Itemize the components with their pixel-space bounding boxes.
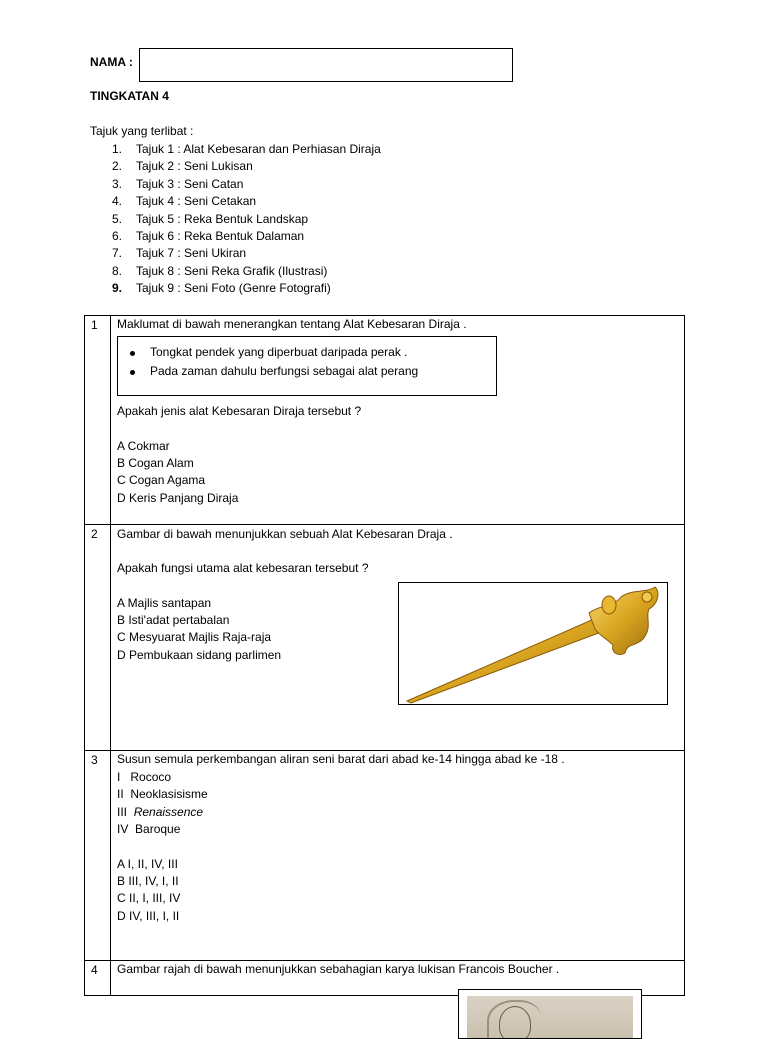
option-c[interactable]: C II, I, III, IV — [117, 891, 181, 905]
question-stem: Maklumat di bawah menerangkan tentang Alat Kebesaran Diraja . — [117, 317, 467, 331]
topics-title: Tajuk yang terlibat : — [90, 124, 194, 138]
list-item: III Renaissence — [117, 805, 204, 819]
question-text: Apakah jenis alat Kebesaran Diraja tersebut ? — [117, 404, 362, 418]
questions-table — [84, 315, 685, 996]
question-stem: Gambar rajah di bawah menunjukkan sebahagian karya lukisan Francois Boucher . — [117, 962, 560, 976]
option-b[interactable]: B Cogan Alam — [117, 456, 194, 470]
question-number: 1 — [85, 316, 111, 525]
form-level: TINGKATAN 4 — [90, 89, 169, 103]
list-item: I Rococo — [117, 770, 172, 784]
option-c[interactable]: C Mesyuarat Majlis Raja-raja — [117, 630, 272, 644]
list-item: 9. Tajuk 9 : Seni Foto (Genre Fotografi) — [112, 281, 331, 296]
info-box — [117, 336, 497, 396]
option-b[interactable]: B III, IV, I, II — [117, 874, 179, 888]
question-1-content — [111, 316, 685, 525]
name-input-box[interactable] — [139, 48, 513, 82]
question-stem: Susun semula perkembangan aliran seni barat dari abad ke-14 hingga abad ke -18 . — [117, 752, 565, 766]
option-c[interactable]: C Cogan Agama — [117, 473, 206, 487]
question-number: 3 — [85, 751, 111, 961]
list-item: 1. Tajuk 1 : Alat Kebesaran dan Perhiasan Diraja — [112, 142, 381, 156]
question-number: 4 — [85, 961, 111, 996]
question-number: 2 — [85, 525, 111, 751]
list-item: 4. Tajuk 4 : Seni Cetakan — [112, 194, 257, 209]
option-b[interactable]: B Isti'adat pertabalan — [117, 613, 230, 627]
bullet-icon — [130, 370, 135, 375]
bullet-icon — [130, 351, 135, 356]
list-item: IV Baroque — [117, 822, 181, 836]
boucher-painting-image — [458, 989, 642, 1039]
option-a[interactable]: A Majlis santapan — [117, 596, 212, 610]
list-item: 7. Tajuk 7 : Seni Ukiran — [112, 246, 247, 261]
question-text: Apakah fungsi utama alat kebesaran tersebut ? — [117, 561, 369, 575]
question-1-row — [85, 316, 685, 525]
info-bullet: Pada zaman dahulu berfungsi sebagai alat perang — [150, 364, 419, 378]
option-a[interactable]: A Cokmar — [117, 439, 170, 453]
question-2-content — [111, 525, 685, 751]
question-3-content — [111, 751, 685, 961]
keris-image — [398, 582, 668, 705]
topics-list — [112, 141, 381, 298]
option-d[interactable]: D IV, III, I, II — [117, 909, 180, 923]
list-item: 5. Tajuk 5 : Reka Bentuk Landskap — [112, 211, 309, 226]
name-label: NAMA : — [90, 55, 133, 69]
list-item: 2. Tajuk 2 : Seni Lukisan — [112, 159, 253, 174]
question-2-row — [85, 525, 685, 751]
option-d[interactable]: D Pembukaan sidang parlimen — [117, 648, 282, 662]
list-item: II Neoklasisisme — [117, 787, 208, 801]
option-d[interactable]: D Keris Panjang Diraja — [117, 491, 239, 505]
option-a[interactable]: A I, II, IV, III — [117, 857, 178, 871]
list-item: 8. Tajuk 8 : Seni Reka Grafik (Ilustrasi) — [112, 263, 328, 278]
painting-icon — [467, 996, 633, 1039]
question-3-row — [85, 751, 685, 961]
info-bullet: Tongkat pendek yang diperbuat daripada perak . — [150, 345, 408, 359]
list-item: 6. Tajuk 6 : Reka Bentuk Dalaman — [112, 228, 305, 243]
list-item: 3. Tajuk 3 : Seni Catan — [112, 176, 244, 191]
keris-icon — [399, 583, 667, 704]
question-stem: Gambar di bawah menunjukkan sebuah Alat Kebesaran Draja . — [117, 527, 453, 541]
